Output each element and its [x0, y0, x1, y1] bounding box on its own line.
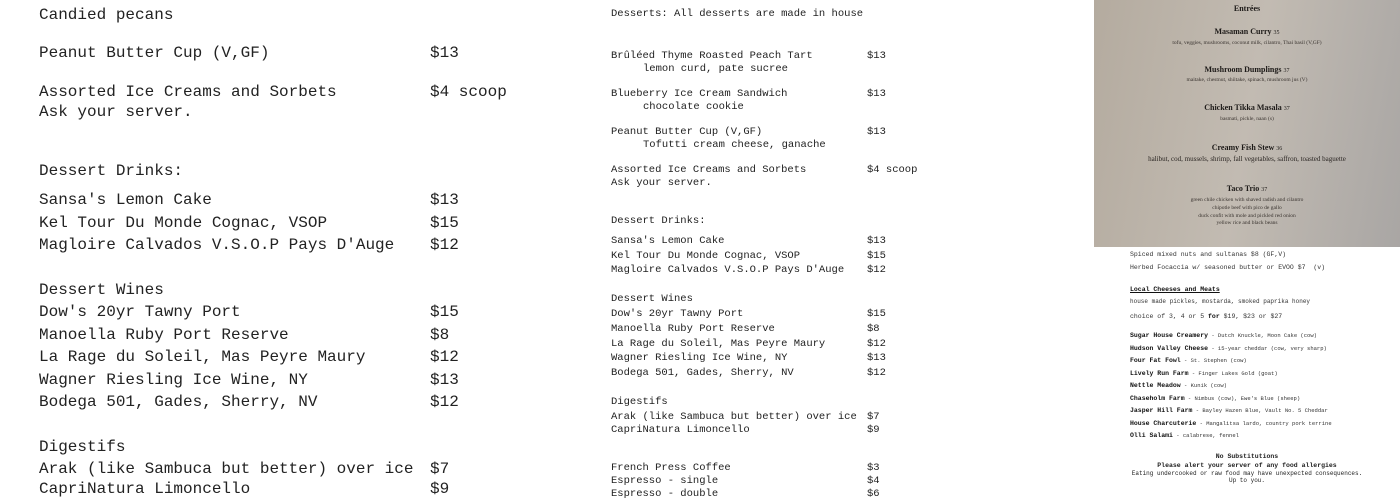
item-name: Magloire Calvados V.S.O.P Pays D'Auge [611, 264, 845, 276]
entree-title: Masaman Curry 35 [1214, 27, 1280, 36]
entree-title: Mushroom Dumplings 37 [1204, 65, 1290, 74]
entree-title: Taco Trio 37 [1226, 184, 1268, 193]
cheese-item [1130, 358, 1247, 365]
item-desc: lemon curd, pate sucree [643, 63, 788, 75]
item-name: Manoella Ruby Port Reserve [39, 326, 289, 344]
menu-header: Desserts: All desserts are made in house [611, 8, 864, 20]
menu-zoomed-panel [0, 0, 560, 500]
item-price: $8 [867, 323, 880, 335]
cheese-item [1130, 371, 1278, 378]
item-name: Manoella Ruby Port Reserve [611, 323, 775, 335]
item-name: CapriNatura Limoncello [39, 480, 251, 498]
cheese-item [1130, 421, 1332, 428]
item-price: $12 [867, 338, 886, 350]
entrees-and-cheese-panel [1094, 0, 1400, 500]
item-price: $9 [867, 424, 880, 436]
item-price: $15 [430, 303, 459, 321]
cheese-producer: Olli Salami [1130, 432, 1173, 439]
cheese-producer: Hudson Valley Cheese [1130, 344, 1209, 352]
item-price: $13 [867, 126, 886, 138]
cheese-desc: - Nimbus (cow), Ewe's Blue (sheep) [1184, 394, 1301, 402]
item-name: Dow's 20yr Tawny Port [39, 303, 241, 321]
item-price: $4 [867, 475, 880, 487]
cheese-desc: - Dutch Knuckle, Moon Cake (cow) [1208, 332, 1317, 339]
item-desc: Ask your server. [611, 177, 712, 189]
item-price: $12 [430, 348, 459, 366]
section-heading: Dessert Wines [39, 281, 164, 299]
section-heading: Dessert Drinks: [39, 162, 184, 180]
item-price: $15 [430, 214, 459, 232]
item-name: Espresso - single [611, 475, 719, 487]
cheese-desc: - calabrese, fennel [1172, 432, 1239, 439]
cheese-desc: - Mangalitsa lardo, country pork terrine [1196, 419, 1332, 427]
item-name: La Rage du Soleil, Mas Peyre Maury [39, 348, 366, 366]
item-name: Assorted Ice Creams and Sorbets [39, 83, 337, 101]
entree-title: Chicken Tikka Masala 37 [1204, 103, 1290, 112]
item-name: Sansa's Lemon Cake [611, 235, 725, 247]
cheese-producer: Lively Run Farm [1130, 369, 1189, 377]
entrees-menu-photo [1094, 0, 1400, 247]
section-heading: Digestifs [611, 396, 668, 408]
item-name: Sansa's Lemon Cake [39, 191, 212, 209]
section-heading: Local Cheeses and Meats [1130, 286, 1220, 293]
item-price: $13 [867, 235, 886, 247]
entree-desc: green chile chicken with shaved radish and cilantro [1190, 197, 1304, 203]
item-price: $7 [867, 411, 880, 423]
item-name: Peanut Butter Cup (V,GF) [611, 126, 763, 138]
item-name: CapriNatura Limoncello [611, 424, 750, 436]
section-subtitle: house made pickles, mostarda, smoked paprika honey [1130, 298, 1311, 305]
cheese-item [1130, 396, 1300, 403]
cheese-producer: Sugar House Creamery [1130, 332, 1209, 339]
cheese-producer: Jasper Hill Farm [1130, 407, 1193, 414]
section-heading: Dessert Drinks: [611, 215, 706, 227]
item-price: $13 [867, 352, 886, 364]
section-heading: Digestifs [39, 438, 126, 456]
item-price: $8 [430, 326, 450, 344]
item-desc: chocolate cookie [643, 101, 744, 113]
item-name: French Press Coffee [611, 462, 731, 474]
entree-desc: tofu, veggies, mushrooms, coconut milk, cilantro, Thai basil (V,GF) [1172, 40, 1322, 46]
section-heading: Entrées [1233, 4, 1261, 13]
item-price: $15 [867, 308, 886, 320]
cheese-producer: Four Fat Fowl [1130, 357, 1181, 364]
snack-item: Spiced mixed nuts and sultanas $8 (GF,V) [1130, 251, 1287, 258]
cheese-desc: - Finger Lakes Gold (goat) [1188, 369, 1278, 377]
item-price: $12 [430, 393, 459, 411]
cheese-desc: - Kunik (cow) [1180, 382, 1227, 389]
item-name: Espresso - double [611, 488, 719, 500]
cheese-item [1130, 333, 1317, 340]
item-price: $12 [867, 367, 886, 379]
cheese-desc: - St. Stephen (cow) [1180, 357, 1247, 364]
entree-desc: duck confit with mole and pickled red onion [1198, 213, 1296, 219]
entree-desc: yellow rice and black beans [1216, 220, 1278, 226]
item-name: Kel Tour Du Monde Cognac, VSOP [39, 214, 328, 232]
snack-item: Herbed Focaccia w/ seasoned butter or EVOO $7 (v) [1130, 264, 1326, 271]
item-price: $12 [430, 236, 459, 254]
dessert-menu-panel [560, 0, 1094, 500]
cheese-item [1130, 383, 1227, 390]
entree-desc: chipotle beef with pico de gallo [1212, 205, 1282, 211]
item-name: Dow's 20yr Tawny Port [611, 308, 744, 320]
item-name: Arak (like Sambuca but better) over ice [39, 460, 414, 478]
cheese-desc: - 15-year cheddar (cow, very sharp) [1208, 344, 1327, 352]
cheese-producer: Chaseholm Farm [1130, 394, 1185, 402]
item-name: Brûléed Thyme Roasted Peach Tart [611, 50, 813, 62]
cheese-producer: House Charcuterie [1130, 419, 1197, 427]
cheese-pricing: choice of 3, 4 or 5 for $19, $23 or $27 [1130, 313, 1283, 320]
item-name: Kel Tour Du Monde Cognac, VSOP [611, 250, 801, 262]
item-name: Blueberry Ice Cream Sandwich [611, 88, 788, 100]
item-name: Bodega 501, Gades, Sherry, NV [611, 367, 794, 379]
cheese-item [1130, 346, 1327, 353]
item-name: Magloire Calvados V.S.O.P Pays D'Auge [39, 236, 395, 254]
item-price: $9 [430, 480, 450, 498]
item-name: Wagner Riesling Ice Wine, NY [611, 352, 788, 364]
item-price: $7 [430, 460, 450, 478]
item-name: Wagner Riesling Ice Wine, NY [39, 371, 308, 389]
item-name: Arak (like Sambuca but better) over ice [611, 411, 857, 423]
item-name: Bodega 501, Gades, Sherry, NV [39, 393, 318, 411]
item-price: $4 scoop [867, 164, 918, 176]
footer-note: No Substitutions [1215, 453, 1279, 460]
footer-note: Please alert your server of any food allergies [1157, 462, 1337, 469]
item-price: $13 [430, 371, 459, 389]
item-price: $13 [430, 191, 459, 209]
cheese-producer: Nettle Meadow [1130, 382, 1181, 389]
item-note: Candied pecans [39, 6, 174, 24]
item-note: Ask your server. [39, 103, 193, 121]
item-desc: Tofutti cream cheese, ganache [643, 139, 826, 151]
section-heading: Dessert Wines [611, 293, 693, 305]
item-price: $13 [867, 88, 886, 100]
item-price: $12 [867, 264, 886, 276]
footer-note: Eating undercooked or raw food may have unexpected consequences. [1131, 470, 1363, 477]
item-price: $13 [430, 44, 459, 62]
item-price: $13 [867, 50, 886, 62]
cheese-item [1130, 433, 1239, 440]
item-price: $15 [867, 250, 886, 262]
footer-note: Up to you. [1228, 477, 1265, 484]
item-price: $6 [867, 488, 880, 500]
item-price: $3 [867, 462, 880, 474]
cheese-item [1130, 408, 1328, 415]
item-price: $4 scoop [430, 83, 507, 101]
item-name: Assorted Ice Creams and Sorbets [611, 164, 807, 176]
entree-title: Creamy Fish Stew 36 [1211, 143, 1283, 152]
entree-desc: maitake, chestnut, shiitake, spinach, mushroom jus (V) [1186, 77, 1308, 83]
item-name: Peanut Butter Cup (V,GF) [39, 44, 270, 62]
cheese-desc: - Bayley Hazen Blue, Vault No. 5 Cheddar [1192, 407, 1328, 414]
entree-desc: basmati, pickle, naan (s) [1220, 116, 1274, 122]
item-name: La Rage du Soleil, Mas Peyre Maury [611, 338, 826, 350]
entree-desc: halibut, cod, mussels, shrimp, fall vegetables, saffron, toasted baguette [1148, 155, 1346, 163]
